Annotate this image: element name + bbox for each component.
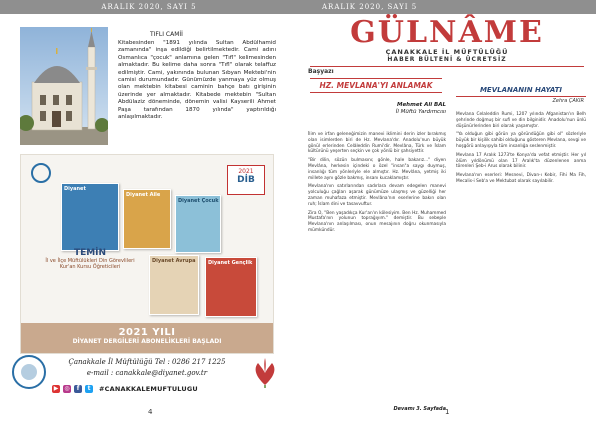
- mosque-photo: [20, 27, 108, 145]
- article-title: HZ. MEVLANA'YI ANLAMAK: [310, 78, 442, 93]
- biography-author: Zehra ÇAKIR: [552, 98, 584, 104]
- magazine-title: Diyanet: [64, 186, 86, 192]
- article-paragraph: Mevlana'nın satırlarından sadırlara devam edegelen manevi yolculuğu çağları aşarak günümüze ulaşmış ve güzelliği her zaman muhafaza etmiştir. Mevlâna'nın eserlerine bakın olan ruh; İslam dini ve tasavvuftur.: [308, 184, 446, 207]
- masthead-tagline: HABER BÜLTENİ & ÜCRETSİZ: [387, 56, 507, 63]
- ad-banner-text: DİYANET DERGİLERİ ABONELİKLERİ BAŞLADI: [72, 338, 222, 345]
- youtube-icon[interactable]: ▶: [53, 385, 59, 392]
- tulip-logo-icon: [248, 355, 282, 389]
- temin-text: İl ve İlçe Müftülükleri Din Görevlileri Kur'an Kursu Öğreticileri: [45, 257, 135, 270]
- mufti-logo-icon: [12, 355, 46, 389]
- continued-link[interactable]: Devamı 3. Sayfada: [393, 406, 446, 412]
- magazine-cover: [175, 195, 221, 253]
- biography-body: [456, 112, 586, 188]
- social-links: [52, 385, 198, 393]
- left-header-band: ARALIK 2020, SAYI 5: [0, 0, 298, 14]
- year-badge: [227, 165, 265, 195]
- section-label: Başyazı: [308, 68, 334, 75]
- contact-email[interactable]: e-mail : canakkale@diyanet.gov.tr: [86, 369, 208, 377]
- temin-block: [41, 250, 139, 271]
- biography-paragraph: "Ya olduğun gibi görün ya göründüğün gibi ol" sözleriyle büyük bir kişilik sahibi olduğunu gösteren Mevlana, sevgi ve hoşgörü anlayışıyla tüm insanlığa seslenmiştir.: [456, 132, 586, 149]
- magazine-cover: [205, 257, 257, 317]
- masthead-subtitle: ÇANAKKALE İL MÜFTÜLÜĞÜ: [385, 48, 509, 56]
- article-paragraph: İlim ve irfan geleneğimizin manevi iklimini derin izler bırakmış olan isimlerden biri de Hz. Mevlana'dır. Anadolu'nun büyük gönül erlerinden Celâleddin Rumi'dir. Mevlâna, Türk ve İslam kültürünü yeşerten seçkin ve çok yönlü bir şahsiyettir.: [308, 132, 446, 155]
- masthead-title: GÜLNÂME: [350, 15, 544, 50]
- right-page: [298, 0, 596, 422]
- diyanet-logo-icon: [31, 163, 51, 183]
- instagram-icon[interactable]: ◎: [64, 385, 70, 392]
- right-header-band: ARALIK 2020, SAYI 5: [298, 0, 596, 14]
- mosque-description: Kitabesinden "1891 yılında Sultan Abdülhamid zamanında" inşa edildiği belirtilmektedir. Cami adını Osmanlıca "çocuk" anlamına gelen "Tıfl" kelimesinden almaktadır. Bu kelime daha sonra "Tıfl" olarak telaffuz edilmiştir. Cami, yakınında bulunan Sıbyan Mektebi'nin camisi durumundadır. Günümüzde yanmaya yüz olmuş olan mektebin kitabesi caminin bahçe batı girişinin üzerinde yer almaktadır. Kitabede mektebin "Sultan Abdülaziz döneminde, dönemin valisi Kayserili Ahmet Paşa tarafından 1870 yılında" yaptırıldığı anlaşılmaktadır.: [118, 40, 276, 121]
- author-name: Mehmet Ali BAL: [396, 102, 446, 108]
- magazine-cover: [123, 189, 171, 249]
- magazine-title: Diyanet Gençlik: [208, 260, 253, 266]
- magazine-cover: [149, 255, 199, 315]
- temin-title: TEMİN: [73, 248, 107, 258]
- magazine-title: Diyanet Avrupa: [152, 258, 196, 264]
- biography-paragraph: Mevlana 17 Aralık 1273'te Konya'da vefat etmiştir. Her yıl ölüm yıldönümü olan 17 Aralık'ta düzenlenen anma törenleri Şeb-i Arus olarak bilinir.: [456, 152, 586, 170]
- biography-paragraph: Mevlana Celaleddin Rumi, 1207 yılında Afganistan'ın Belh şehrinde doğmuş bir sufi ve din bilginidir. Anadolu'nun ünlü düşünürlerinden biri olarak yaşamıştır.: [456, 112, 586, 129]
- footer-contact: [62, 357, 232, 379]
- hashtag[interactable]: #CANAKKALEMUFTULUGU: [99, 385, 198, 393]
- article-body: [308, 132, 446, 237]
- page-number: 4: [148, 408, 153, 416]
- year-badge-year: 2021: [238, 168, 254, 175]
- ad-banner: [21, 323, 273, 353]
- facebook-icon[interactable]: f: [74, 385, 82, 393]
- magazine-title: Diyanet Aile: [126, 192, 161, 198]
- article-paragraph: Zira O, "Ben yaşadıkça Kur'an'ın kölesiyim. Ben Hz. Muhammed Mustafa'nın yolunun toprağıyım." demiştir. Bu sebeple Mevlana'nın anlaşılması, onun mesajının doğru okunmasıyla mümkündür.: [308, 210, 446, 233]
- author-role: İl Müftü Yardımcısı: [395, 109, 446, 115]
- contact-phone: Çanakkale İl Müftülüğü Tel : 0286 217 1225: [68, 358, 226, 366]
- biography-paragraph: Mevlana'nın eserleri: Mesnevi, Divan-ı Kebir, Fihi Ma Fih, Mecalis-i Seb'a ve Mektubat olarak sayılabilir.: [456, 173, 586, 184]
- masthead-divider: [310, 66, 584, 67]
- article-paragraph: "Bir dilin, sözün bulmasını; gönle, hale bakarız..." diyen Mevlâna, herkesin içindeki o özel "insan"a saygı duymuş, insanlığı tüm yönleriyle ele almıştır. Hz. Mevlâna, yetmiş iki millete aynı gözle bakmış, insanı kucaklamıştır.: [308, 158, 446, 181]
- magazine-cover: [61, 183, 119, 251]
- page-number: 1: [445, 408, 450, 416]
- ad-banner-year: 2021 YILI: [118, 327, 176, 338]
- year-badge-brand: DİB: [237, 175, 255, 185]
- magazine-title: Diyanet Çocuk: [178, 198, 219, 204]
- editorial-column: [308, 68, 448, 416]
- biography-title: MEVLANANIN HAYATI: [456, 86, 586, 97]
- twitter-icon[interactable]: t: [85, 385, 93, 393]
- biography-column: [456, 68, 586, 416]
- subscription-ad[interactable]: [20, 154, 274, 354]
- article-author: [396, 102, 446, 116]
- mosque-title: TIFLI CAMİİ: [150, 31, 183, 38]
